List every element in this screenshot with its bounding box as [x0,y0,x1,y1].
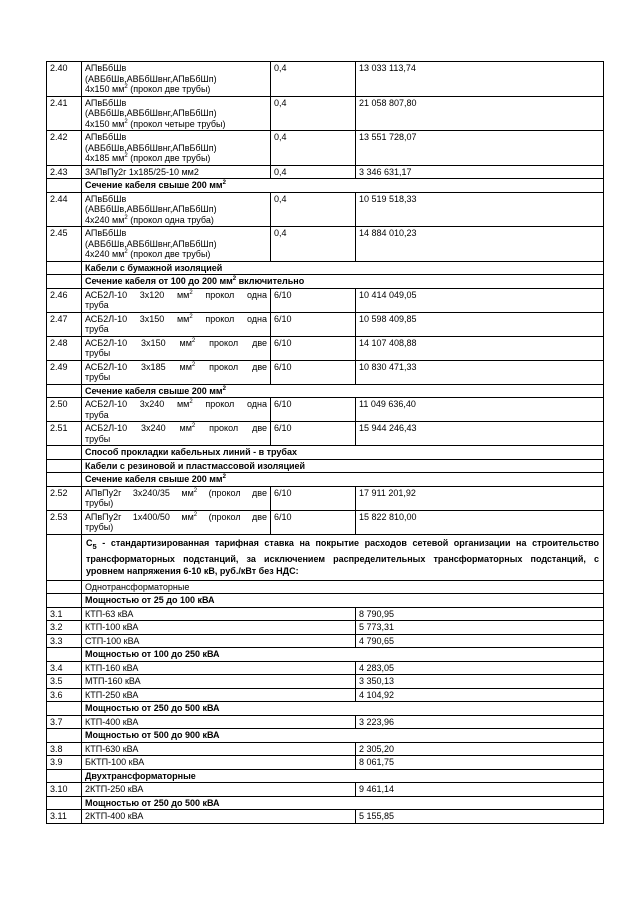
section-heading: Мощностью от 250 до 500 кВА [82,702,604,716]
rate-value: 4 104,92 [356,688,604,702]
cable-brand: АПвБбШв [85,132,127,142]
rate-value: 17 911 201,92 [356,486,604,510]
cable-method: прокол две [195,361,268,372]
voltage-value: 6/10 [271,510,356,534]
rate-subscript: 5 [92,541,97,551]
rate-value: 10 414 049,05 [356,288,604,312]
cable-name: 3АПвПу2г 1х185/25-10 мм2 [82,165,271,179]
rate-value: 10 830 471,33 [356,360,604,384]
table-row [47,227,604,262]
row-number: 3.11 [47,810,82,824]
row-number: 2.42 [47,131,82,166]
cable-brand: АПвБбШв [85,97,127,108]
cable-method: (прокол две [197,487,267,498]
cable-variants: (АВБбШв,АВБбШвнг,АПвБбШп) [85,108,217,118]
tariff-table-body [47,62,604,824]
unit-superscript: 2 [124,249,128,255]
section-heading [82,384,604,398]
cable-line [85,338,267,349]
substation-name: КТП-400 кВА [82,715,356,729]
cable-method-cont: трубы [85,433,111,444]
section-heading-text: Кабели с бумажной изоляцией [85,262,223,273]
rate-value: 3 346 631,17 [356,165,604,179]
section-heading-text: Способ прокладки кабельных линий - в трубах [85,447,297,457]
row-number: 3.9 [47,756,82,770]
cable-method: прокол одна [192,399,267,409]
section-heading [82,275,604,289]
cable-name [82,312,271,336]
unit-superscript: 2 [189,313,193,320]
rate-value: 8 061,75 [356,756,604,770]
unit-superscript: 2 [193,511,198,518]
table-row [47,688,604,702]
row-number: 2.49 [47,360,82,384]
unit-superscript: 2 [222,385,226,392]
row-number: 3.2 [47,621,82,635]
voltage-value: 6/10 [271,288,356,312]
cable-brand: АПвБбШв [85,228,127,238]
row-number: 3.5 [47,675,82,689]
rate-value: 15 944 246,43 [356,422,604,446]
row-number: 2.52 [47,486,82,510]
section-heading-text: Сечение кабеля свыше 200 мм [85,180,223,190]
section-heading-tail: включительно [236,276,305,286]
cable-name [82,336,271,360]
substation-name: КТП-630 кВА [82,742,356,756]
rate-value: 5 155,85 [356,810,604,824]
cable-method: (прокол две [197,511,267,522]
cable-variants: (АВБбШв,АВБбШвнг,АПвБбШп) [85,238,217,249]
cable-name [82,96,271,131]
voltage-value: 6/10 [271,398,356,422]
voltage-value: 6/10 [271,312,356,336]
table-row [47,398,604,422]
cable-spec: АСБ2Л-10 3х150 мм [85,313,190,324]
cable-size-line [85,215,267,226]
section-heading: Мощностью от 500 до 900 кВА [82,729,604,743]
cable-size: 4х150 мм [85,84,125,94]
row-number: 2.44 [47,192,82,227]
section-heading-text: Сечение кабеля свыше 200 мм [85,474,223,484]
cable-line [85,512,267,523]
cable-size: 4х150 мм [85,118,125,129]
table-row [47,473,604,487]
table-row [47,510,604,534]
rate-value: 15 822 810,00 [356,510,604,534]
cable-line [85,488,267,499]
cable-method: (прокол две трубы) [127,249,211,259]
rate-symbol: С [86,537,93,548]
table-row [47,715,604,729]
voltage-value: 0,4 [271,96,356,131]
table-row [47,648,604,662]
row-number [47,580,82,594]
table-row [47,783,604,797]
cable-spec: АСБ2Л-10 3х120 мм [85,289,190,300]
cable-brand: АПвБбШв [85,193,127,204]
row-number [47,179,82,193]
tariff-document-page [46,61,603,824]
table-row [47,675,604,689]
cable-brand: АПвБбШв [85,63,127,73]
cable-name [82,398,271,422]
cable-method: (прокол четыре трубы) [127,118,226,129]
unit-superscript: 2 [189,289,193,296]
substation-name: КТП-160 кВА [82,661,356,675]
cable-method-cont: труба [85,300,109,310]
rate-value: 14 884 010,23 [356,227,604,262]
cable-size-line [85,119,267,130]
cable-line [85,314,267,325]
section-heading [82,261,604,275]
table-row [47,131,604,166]
unit-superscript: 2 [222,474,226,480]
voltage-value: 6/10 [271,336,356,360]
table-row [47,661,604,675]
unit-superscript: 2 [124,153,128,159]
row-number [47,261,82,275]
row-number [47,769,82,783]
voltage-value: 0,4 [271,62,356,97]
cable-name [82,131,271,166]
row-number: 2.51 [47,422,82,446]
rate-value: 3 223,96 [356,715,604,729]
row-number [47,473,82,487]
rate-value: 14 107 408,88 [356,336,604,360]
voltage-value: 0,4 [271,192,356,227]
cable-spec: АСБ2Л-10 3х240 мм [85,423,192,433]
row-number [47,796,82,810]
section-heading-text: Кабели с резиновой и пластмассовой изоляцией [85,460,306,471]
cable-name [82,288,271,312]
row-number: 2.53 [47,510,82,534]
substation-name: БКТП-100 кВА [82,756,356,770]
cable-method: прокол одна [192,313,267,324]
cable-spec: АСБ2Л-10 3х185 мм [85,361,192,372]
table-row [47,261,604,275]
table-row [47,288,604,312]
row-number: 3.1 [47,607,82,621]
voltage-value: 0,4 [271,131,356,166]
cable-spec: АПвПу2г 1х400/50 мм [85,511,194,522]
row-number [47,275,82,289]
rate-value: 9 461,14 [356,783,604,797]
voltage-value: 6/10 [271,360,356,384]
cable-variants: (АВБбШв,АВБбШвнг,АПвБбШп) [85,142,217,153]
cable-name [82,510,271,534]
cable-name [82,360,271,384]
row-number: 2.45 [47,227,82,262]
cable-method-cont: труба [85,409,109,420]
table-row [47,336,604,360]
cable-method: (прокол две трубы) [127,153,211,163]
cable-method-cont: трубы) [85,522,114,532]
table-row [47,62,604,97]
rate-value: 21 058 807,80 [356,96,604,131]
unit-superscript: 2 [191,337,196,344]
rate-value: 2 305,20 [356,742,604,756]
cable-method-cont: труба [85,324,109,334]
table-row [47,742,604,756]
table-row [47,360,604,384]
unit-superscript: 2 [124,214,128,221]
section-heading [82,459,604,473]
table-row [47,486,604,510]
cable-name [82,192,271,227]
row-number: 2.40 [47,62,82,97]
cable-spec: АСБ2Л-10 3х150 мм [85,337,192,348]
rate-value: 10 519 518,33 [356,192,604,227]
row-number [47,459,82,473]
section-heading-text: Сечение кабеля свыше 200 мм [85,385,223,396]
table-row [47,165,604,179]
rate-value: 11 049 636,40 [356,398,604,422]
table-row [47,534,604,580]
table-row [47,580,604,594]
cable-variants: (АВБбШв,АВБбШвнг,АПвБбШп) [85,204,217,214]
table-row [47,275,604,289]
section-heading: Мощностью от 25 до 100 кВА [82,594,604,608]
rate-value: 3 350,13 [356,675,604,689]
rate-value: 5 773,31 [356,621,604,635]
row-number: 3.4 [47,661,82,675]
tariff-table [46,61,604,824]
cable-line [85,362,267,373]
cable-method: прокол одна [192,289,267,300]
row-number: 2.48 [47,336,82,360]
row-number: 3.8 [47,742,82,756]
substation-name: КТП-100 кВА [82,621,356,635]
row-number: 2.41 [47,96,82,131]
table-row [47,459,604,473]
row-number: 2.43 [47,165,82,179]
row-number [47,534,82,580]
cable-size: 4х240 мм [85,249,125,259]
substation-name: КТП-250 кВА [82,688,356,702]
row-number: 3.3 [47,634,82,648]
unit-superscript: 2 [124,118,128,125]
unit-superscript: 2 [191,423,196,429]
section-heading [82,473,604,487]
cable-method-cont: трубы [85,372,111,382]
rate-value: 4 283,05 [356,661,604,675]
table-row [47,312,604,336]
cable-method: (прокол две трубы) [127,84,211,94]
cable-spec: АСБ2Л-10 3х240 мм [85,399,190,409]
rate-value: 10 598 409,85 [356,312,604,336]
row-number: 3.10 [47,783,82,797]
rate-value: 4 790,65 [356,634,604,648]
row-number: 2.46 [47,288,82,312]
cable-size-line [85,84,267,95]
table-row [47,384,604,398]
table-row [47,702,604,716]
row-number [47,446,82,460]
table-row [47,796,604,810]
row-number [47,384,82,398]
substation-name: 2КТП-250 кВА [82,783,356,797]
substation-name: МТП-160 кВА [82,675,356,689]
cable-size-line [85,249,267,260]
unit-superscript: 2 [189,399,193,405]
cable-size: 4х240 мм [85,214,125,225]
voltage-value: 0,4 [271,227,356,262]
rate-description-text: - стандартизированная тарифная ставка на покрытие расходов сетевой организации на строительство трансформаторных подстанций, за исключением распределительных трансформаторных подстанций, с уровнем напряжения 6-10 кВ, руб./кВт без НДС: [86,537,599,577]
row-number [47,702,82,716]
substation-name: СТП-100 кВА [82,634,356,648]
voltage-value: 0,4 [271,165,356,179]
unit-superscript: 2 [232,276,237,282]
table-row [47,446,604,460]
section-heading: Мощностью от 100 до 250 кВА [82,648,604,662]
section-heading: Двухтрансформаторные [82,769,604,783]
table-row [47,192,604,227]
cable-spec: АПвПу2г 3х240/35 мм [85,487,194,498]
rate-value: 13 551 728,07 [356,131,604,166]
table-row [47,621,604,635]
unit-superscript: 2 [193,487,198,494]
substation-name: КТП-63 кВА [82,607,356,621]
cable-line [85,399,267,410]
table-row [47,96,604,131]
voltage-value: 6/10 [271,486,356,510]
cable-method: прокол две [195,423,268,433]
rate-value: 8 790,95 [356,607,604,621]
cable-size-line [85,153,267,164]
unit-superscript: 2 [191,361,196,368]
section-heading: Однотрансформаторные [82,580,604,594]
cable-line [85,423,267,434]
row-number [47,729,82,743]
substation-name: 2КТП-400 кВА [82,810,356,824]
row-number [47,648,82,662]
cable-name [82,62,271,97]
cable-name [82,227,271,262]
row-number: 3.7 [47,715,82,729]
cable-method: (прокол одна труба) [127,214,214,225]
cable-name [82,422,271,446]
table-row [47,769,604,783]
table-row [47,607,604,621]
table-row [47,179,604,193]
section-heading-text: Сечение кабеля от 100 до 200 мм [85,276,233,286]
unit-superscript: 2 [222,180,226,186]
cable-method: прокол две [195,337,268,348]
cable-size: 4х185 мм [85,153,125,163]
row-number: 3.6 [47,688,82,702]
table-row [47,594,604,608]
row-number: 2.47 [47,312,82,336]
rate-value: 13 033 113,74 [356,62,604,97]
unit-superscript: 2 [124,84,128,90]
cable-name [82,486,271,510]
table-row [47,422,604,446]
table-row [47,634,604,648]
row-number: 2.50 [47,398,82,422]
section-heading: Мощностью от 250 до 500 кВА [82,796,604,810]
section-heading [82,446,604,460]
cable-method-cont: трубы [85,348,111,358]
cable-method-cont: трубы) [85,498,114,508]
section-heading [82,179,604,193]
voltage-value: 6/10 [271,422,356,446]
cable-line [85,290,267,301]
row-number [47,594,82,608]
table-row [47,810,604,824]
cable-variants: (АВБбШв,АВБбШвнг,АПвБбШп) [85,73,217,84]
rate-description [82,534,604,580]
table-row [47,756,604,770]
table-row [47,729,604,743]
